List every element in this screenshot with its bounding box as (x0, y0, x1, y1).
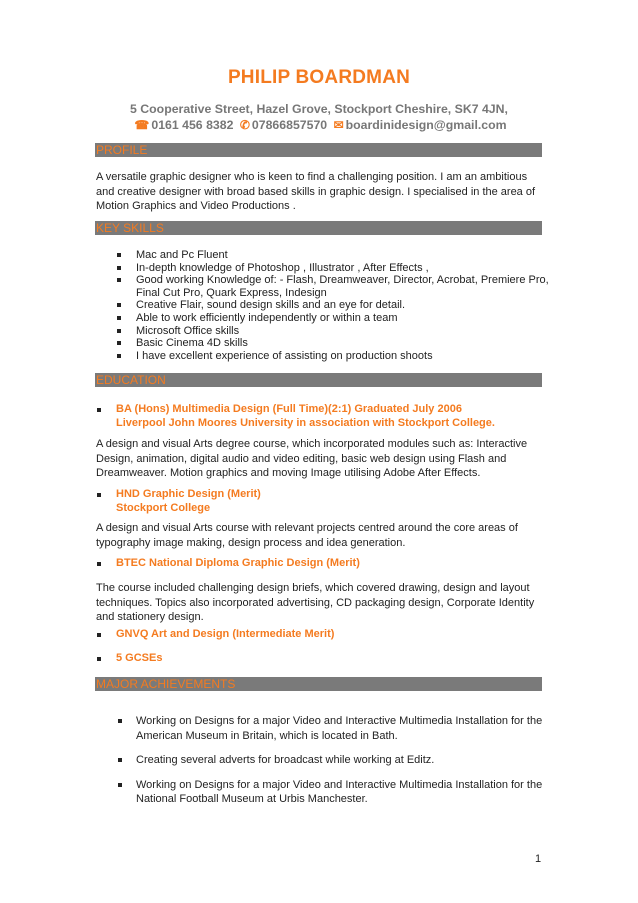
list-item: I have excellent experience of assisting on production shoots (96, 350, 556, 363)
education-entry-title: GNVQ Art and Design (Intermediate Merit) (96, 628, 334, 642)
bullet-icon (118, 719, 122, 723)
bullet-icon (117, 303, 121, 307)
bullet-icon (97, 633, 101, 637)
bullet-icon (117, 316, 121, 320)
list-item: Creative Flair, sound design skills and an eye for detail. (96, 299, 556, 312)
phone-icon: ☎ (134, 118, 150, 132)
bullet-icon (117, 329, 121, 333)
bullet-icon (117, 354, 121, 358)
education-entry-desc: The course included challenging design briefs, which covered drawing, design and layout techniques. Topics also incorporated advertising, CD packaging design, Corporate Identity and stationery design. (96, 582, 535, 623)
address-line: 5 Cooperative Street, Hazel Grove, Stockport Cheshire, SK7 4JN, (130, 102, 508, 116)
skills-list (96, 249, 556, 362)
list-item: Mac and Pc Fluent (96, 249, 556, 262)
list-item: Basic Cinema 4D skills (96, 337, 556, 350)
bullet-icon (117, 266, 121, 270)
contact-line (0, 118, 638, 132)
mobile-number: 07866857570 (251, 118, 328, 132)
list-item: In-depth knowledge of Photoshop , Illustrator , After Effects , (96, 262, 556, 275)
list-item: Creating several adverts for broadcast while working at Editz. (96, 753, 546, 768)
profile-text: A versatile graphic designer who is keen to find a challenging position. I am an ambitious and creative designer with broad based skills in graphic design. I specialised in the area of Motion Graphics and Video Productions . (96, 171, 536, 212)
list-item: Able to work efficiently independently or within a team (96, 312, 556, 325)
education-entry-title: HND Graphic Design (Merit) Stockport College (96, 488, 261, 515)
list-item: Microsoft Office skills (96, 325, 556, 338)
envelope-icon: ✉ (333, 118, 344, 132)
education-entry-title: 5 GCSEs (96, 652, 162, 666)
bullet-icon (117, 253, 121, 257)
mobile-icon: ✆ (239, 118, 250, 132)
list-item: Working on Designs for a major Video and Interactive Multimedia Installation for the National Football Museum at Urbis Manchester. (96, 778, 546, 807)
section-heading-skills: KEY SKILLS (95, 221, 542, 235)
education-entry-title: BTEC National Diploma Graphic Design (Merit) (96, 557, 360, 571)
candidate-name: PHILIP BOARDMAN (227, 67, 411, 88)
bullet-icon (118, 783, 122, 787)
education-entry-desc: A design and visual Arts degree course, which incorporated modules such as: Interactive Design, animation, digital audio and video editing, basic web design using Flash and Dreamweaver. Motion graphics and moving Image utilising Adobe After Effects. (96, 438, 528, 479)
phone-number: 0161 456 8382 (151, 118, 234, 132)
section-heading-achievements: MAJOR ACHIEVEMENTS (95, 677, 542, 691)
page-number: 1 (535, 853, 542, 865)
list-item: Working on Designs for a major Video and Interactive Multimedia Installation for the American Museum in Britain, which is located in Bath. (96, 714, 546, 743)
section-heading-education: EDUCATION (95, 373, 542, 387)
bullet-icon (117, 341, 121, 345)
bullet-icon (97, 493, 101, 497)
bullet-icon (97, 408, 101, 412)
bullet-icon (97, 562, 101, 566)
bullet-icon (97, 657, 101, 661)
achievements-list (96, 714, 546, 817)
list-item: Good working Knowledge of: - Flash, Dreamweaver, Director, Acrobat, Premiere Pro, Final Cut Pro, Quark Express, Indesign (96, 274, 556, 299)
section-heading-profile: PROFILE (95, 143, 542, 157)
bullet-icon (117, 278, 121, 282)
email-address: boardinidesign@gmail.com (345, 118, 507, 132)
education-entry-title: BA (Hons) Multimedia Design (Full Time)(2:1) Graduated July 2006 Liverpool John Moores University in association with Stockport College. (96, 403, 495, 430)
education-entry-desc: A design and visual Arts course with relevant projects centred around the core areas of typography image making, design process and idea generation. (96, 522, 518, 549)
bullet-icon (118, 758, 122, 762)
